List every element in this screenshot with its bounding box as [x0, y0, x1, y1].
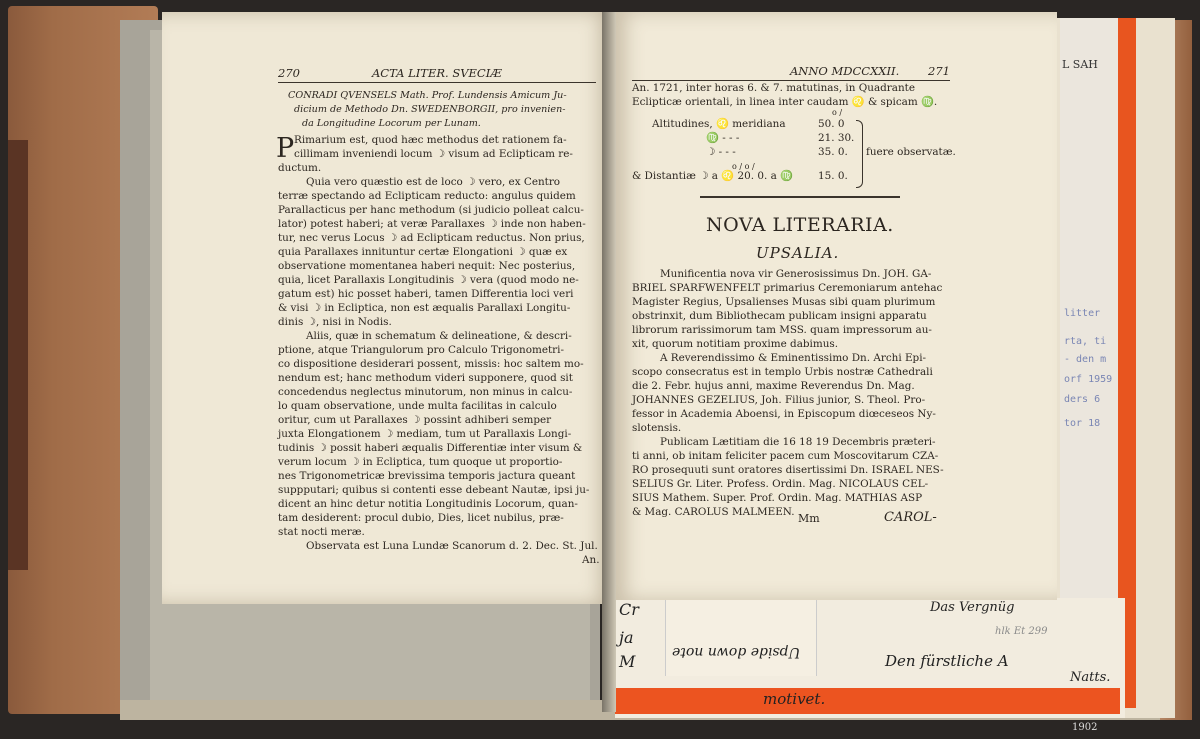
- table-value: 35. 0.: [818, 146, 848, 158]
- body-line: suppputari; quibus si contenti esse debeant Nautæ, ipsi ju-: [278, 484, 590, 496]
- body-line: lo quam observatione, unde multa facilitas in calculo: [278, 400, 557, 412]
- table-label: & Distantiæ ☽ a ♌ 20. 0. a ♍: [632, 170, 794, 182]
- orange-slip: [615, 688, 1120, 714]
- city-heading: UPSALIA.: [756, 244, 840, 262]
- table-label: Altitudines, ♌ meridiana: [652, 118, 786, 130]
- bracket-text: fuere observatæ.: [866, 146, 956, 158]
- typed-line: litter: [1064, 308, 1101, 319]
- table-bracket: [856, 120, 863, 188]
- body-line: Quia vero quæstio est de loco ☽ vero, ex Centro: [306, 176, 561, 188]
- news-line: librorum rarissimorum tam MSS. quam impressorum au-: [632, 324, 932, 336]
- slip-handwriting: hlk Et 299: [995, 626, 1048, 637]
- body-line: cillimam inveniendi locum ☽ visum ad Eclipticam re-: [294, 148, 573, 160]
- body-line: nendum est; hanc methodum videri supponere, quod sit: [278, 372, 573, 384]
- body-line: Observata est Luna Lundæ Scanorum d. 2. Dec. St. Jul.: [306, 540, 598, 552]
- news-line: SELIUS Gr. Liter. Profess. Ordin. Mag. NICOLAUS CEL-: [632, 478, 929, 490]
- body-line: Parallacticus per hanc methodum (si judicio polleat calcu-: [278, 204, 584, 216]
- page-number-left: 270: [278, 66, 300, 80]
- body-line: co dispositione desiderari possent, missis: hoc saltem mo-: [278, 358, 584, 370]
- body-line: Rimarium est, quod hæc methodus det rationem fa-: [294, 134, 567, 146]
- table-label: ☽ - - -: [706, 146, 736, 158]
- slip-handwriting: Cr: [619, 600, 639, 619]
- header-rule: [278, 82, 596, 83]
- header-rule: [632, 80, 950, 81]
- orange-slip-text: motivet.: [763, 690, 826, 708]
- article-title-line: CONRADI QVENSELS Math. Prof. Lundensis Amicum Ju-: [288, 90, 567, 101]
- upside-down-note: [665, 598, 817, 676]
- body-line: An.: [582, 554, 600, 566]
- body-line: gatum est) hic posset haberi, tamen Differentia loci veri: [278, 288, 574, 300]
- section-rule: [700, 196, 900, 198]
- book-cover-spine: [8, 140, 28, 570]
- typed-line: - den m: [1064, 354, 1107, 365]
- table-value: 21. 30.: [818, 132, 855, 144]
- signature-mark: Mm: [798, 512, 820, 525]
- degree-marks: o /: [832, 108, 843, 117]
- news-line: slotensis.: [632, 422, 682, 434]
- typed-index-card: [1060, 18, 1122, 648]
- body-line: concedendus neglectus minutorum, non minus in calcu-: [278, 386, 573, 398]
- news-line: Publicam Lætitiam die 16 18 19 Decembris præteri-: [660, 436, 936, 448]
- body-line: nes Trigonometricæ brevissima temporis jactura queant: [278, 470, 576, 482]
- body-line: oritur, cum ut Parallaxes ☽ possint adhiberi semper: [278, 414, 552, 426]
- body-line: tudinis ☽ possit haberi æqualis Differentiæ inter visum &: [278, 442, 583, 454]
- observation-table: [632, 108, 962, 198]
- news-line: fessor in Academia Aboensi, in Episcopum diœceseos Ny-: [632, 408, 936, 420]
- table-label: ♍ - - -: [706, 132, 740, 144]
- news-line: RO prosequuti sunt oratores disertissimi Dn. ISRAEL NES-: [632, 464, 944, 476]
- news-line: A Reverendissimo & Eminentissimo Dn. Archi Epi-: [660, 352, 927, 364]
- body-line: tur, nec verus Locus ☽ ad Eclipticam reductus. Non prius,: [278, 232, 585, 244]
- right-page: [612, 12, 1057, 600]
- catchword: CAROL-: [884, 510, 937, 525]
- slip-handwriting: Natts.: [1070, 670, 1111, 685]
- degree-marks: o / o /: [732, 162, 755, 171]
- news-line: scopo consecratus est in templo Urbis nostræ Cathedrali: [632, 366, 933, 378]
- body-line: dicent an hinc detur notitia Longitudinis Locorum, quan-: [278, 498, 578, 510]
- typed-line: rta, ti: [1064, 336, 1107, 347]
- body-line: stat nocti meræ.: [278, 526, 365, 538]
- body-line: verum locum ☽ in Ecliptica, tum quoque ut proportio-: [278, 456, 563, 468]
- body-line: observatione momentanea haberi nequit: Nec posterius,: [278, 260, 576, 272]
- news-line: die 2. Febr. hujus anni, maxime Reverendus Dn. Mag.: [632, 380, 915, 392]
- body-line: terræ spectando ad Eclipticam reducto: angulus quidem: [278, 190, 576, 202]
- intro-line: An. 1721, inter horas 6. & 7. matutinas, in Quadrante: [632, 82, 915, 94]
- body-line: ductum.: [278, 162, 322, 174]
- news-line: obstrinxit, dum Bibliothecam publicam insigni apparatu: [632, 310, 927, 322]
- table-value: 50. 0: [818, 118, 845, 130]
- body-line: juxta Elongationem ☽ mediam, tum ut Parallaxis Longi-: [278, 428, 572, 440]
- body-line: quia Parallaxes innituntur certæ Elongationi ☽ quæ ex: [278, 246, 568, 258]
- book-gutter: [602, 12, 616, 712]
- article-title-line: dicium de Methodo Dn. SWEDENBORGII, pro invenien-: [294, 104, 566, 115]
- section-title: NOVA LITERARIA.: [706, 214, 894, 236]
- news-line: SIUS Mathem. Super. Prof. Ordin. Mag. MATHIAS ASP: [632, 492, 923, 504]
- news-line: BRIEL SPARFWENFELT primarius Ceremoniarum antehac: [632, 282, 943, 294]
- page-number-right: 271: [928, 64, 950, 78]
- news-line: & Mag. CAROLUS MALMEEN.: [632, 506, 795, 518]
- note-handwriting: Upside down note: [672, 644, 801, 660]
- news-line: xit, quorum notitiam proxime dabimus.: [632, 338, 839, 350]
- body-line: Aliis, quæ in schematum & delineatione, & descri-: [306, 330, 572, 342]
- news-line: ti anni, ob initam feliciter pacem cum Moscovitarum CZA-: [632, 450, 939, 462]
- slip-handwriting: Das Vergnüg: [930, 600, 1015, 615]
- body-line: & visi ☽ in Ecliptica, non est æqualis Parallaxi Longitu-: [278, 302, 571, 314]
- body-line: lator) potest haberi; at veræ Parallaxes ☽ inde non haben-: [278, 218, 586, 230]
- article-title-line: da Longitudine Locorum per Lunam.: [302, 118, 481, 129]
- body-line: tam desiderent: procul dubio, Dies, licet nubilus, præ-: [278, 512, 564, 524]
- drop-cap: P: [276, 133, 295, 164]
- typed-line: orf 1959: [1064, 374, 1113, 385]
- table-value: 15. 0.: [818, 170, 848, 182]
- intro-line: Eclipticæ orientali, in linea inter caudam ♌ & spicam ♍.: [632, 96, 938, 108]
- news-line: Munificentia nova vir Generosissimus Dn. JOH. GA-: [660, 268, 932, 280]
- left-page: [162, 12, 612, 604]
- body-line: quia, licet Parallaxis Longitudinis ☽ vera (quod modo ne-: [278, 274, 579, 286]
- typed-line: ders 6: [1064, 394, 1101, 405]
- slip-handwriting: Den fürstliche A: [885, 652, 1009, 670]
- body-line: dinis ☽, nisi in Nodis.: [278, 316, 392, 328]
- slip-handwriting: ja: [619, 628, 634, 647]
- card-header: L SAH: [1062, 58, 1098, 71]
- body-line: ptione, atque Triangulorum pro Calculo Trigonometri-: [278, 344, 564, 356]
- running-head-right: ANNO MDCCXXII.: [790, 64, 900, 78]
- news-line: JOHANNES GEZELIUS, Joh. Filius junior, S. Theol. Pro-: [632, 394, 926, 406]
- corner-number: 1902: [1072, 722, 1098, 733]
- news-line: Magister Regius, Upsalienses Musas sibi quam plurimum: [632, 296, 936, 308]
- typed-line: tor 18: [1064, 418, 1101, 429]
- slip-handwriting: M: [619, 652, 636, 671]
- running-head-left: ACTA LITER. SVECIÆ: [372, 66, 502, 80]
